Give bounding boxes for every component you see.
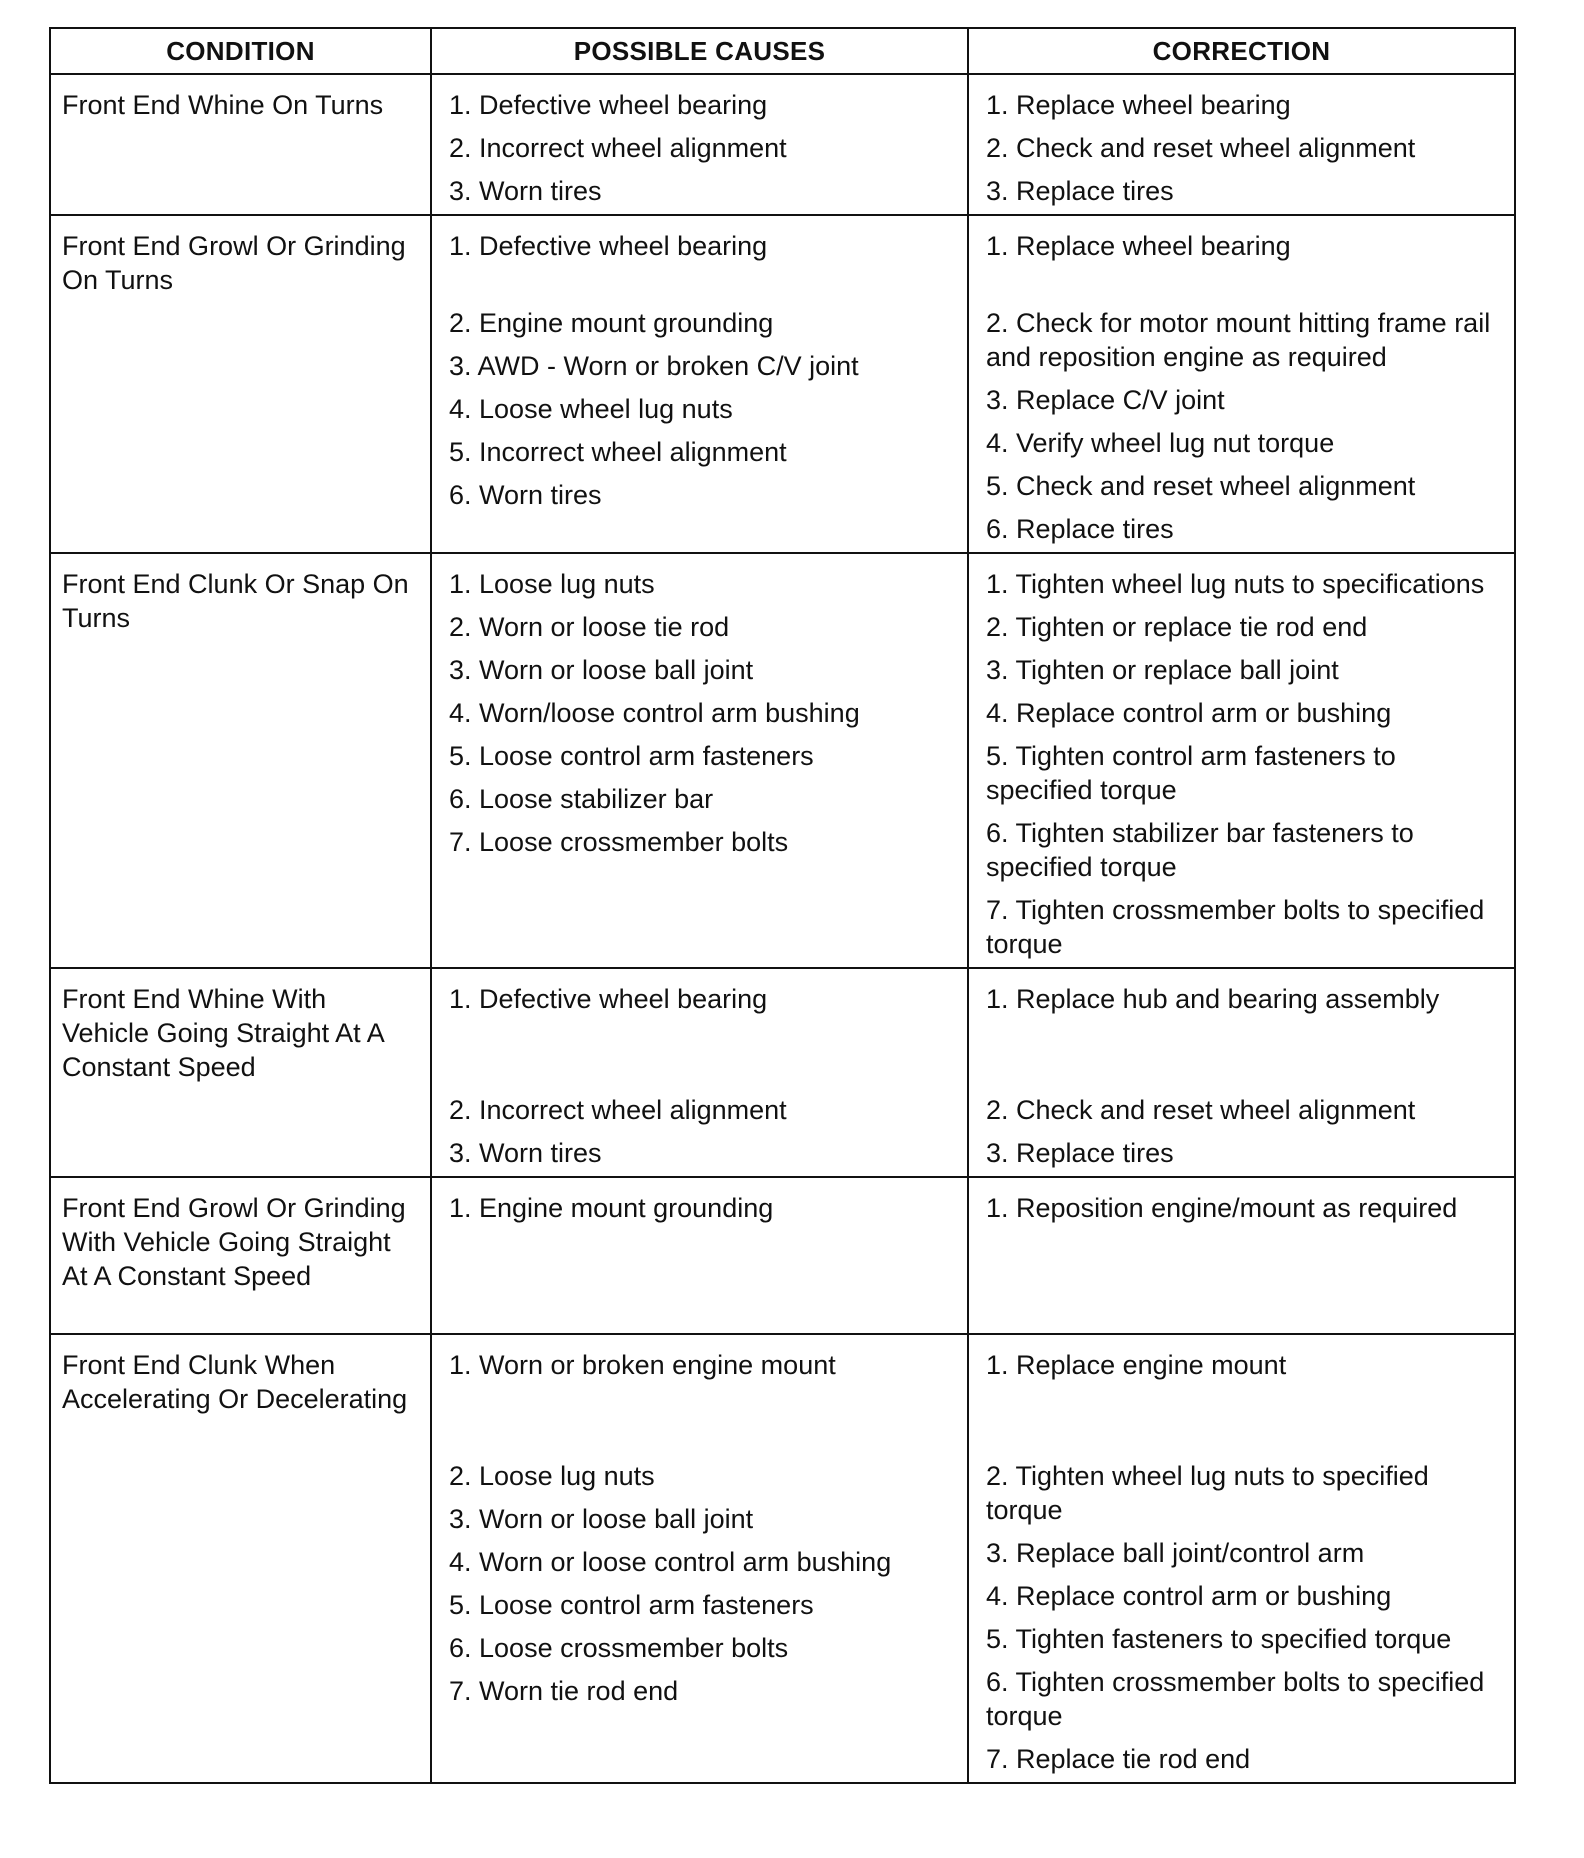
- cause-item: 3. Worn or loose ball joint: [449, 655, 754, 685]
- correction-item: 3. Tighten or replace ball joint: [986, 655, 1339, 685]
- table-row: [50, 215, 1515, 553]
- condition-text: Front End Clunk Or Snap On Turns: [62, 569, 409, 633]
- correction-item: 2. Check and reset wheel alignment: [986, 133, 1416, 163]
- condition-text: Front End Growl Or Grinding With Vehicle Going Straight At A Constant Speed: [62, 1193, 406, 1291]
- cause-item: 1. Defective wheel bearing: [449, 90, 768, 120]
- correction-item: 3. Replace ball joint/control arm: [986, 1538, 1365, 1568]
- correction-cell: [968, 74, 1515, 215]
- cause-item: 2. Worn or loose tie rod: [449, 612, 730, 642]
- correction-item: 1. Replace wheel bearing: [986, 90, 1291, 120]
- header-possible-causes: POSSIBLE CAUSES: [431, 28, 968, 74]
- correction-item: 7. Replace tie rod end: [986, 1744, 1251, 1774]
- cause-item: 5. Loose control arm fasteners: [449, 741, 814, 771]
- correction-cell: [968, 968, 1515, 1177]
- condition-text: Front End Clunk When Accelerating Or Decelerating: [62, 1350, 408, 1414]
- table-row: [50, 553, 1515, 968]
- table-row: [50, 1334, 1515, 1783]
- correction-item: 4. Replace control arm or bushing: [986, 1581, 1392, 1611]
- correction-item: 3. Replace tires: [986, 176, 1174, 206]
- correction-item: 5. Tighten fasteners to specified torque: [986, 1624, 1452, 1654]
- cause-item: 2. Incorrect wheel alignment: [449, 133, 787, 163]
- correction-item: 1. Replace engine mount: [986, 1350, 1287, 1380]
- correction-cell: [968, 553, 1515, 968]
- cause-item: 4. Worn/loose control arm bushing: [449, 698, 860, 728]
- condition-cell: [50, 553, 431, 968]
- possible-causes-cell: [431, 74, 968, 215]
- condition-text: Front End Whine With Vehicle Going Straight At A Constant Speed: [62, 984, 384, 1082]
- condition-text: Front End Growl Or Grinding On Turns: [62, 231, 406, 295]
- correction-item: 2. Tighten or replace tie rod end: [986, 612, 1368, 642]
- correction-item: 7. Tighten crossmember bolts to specified torque: [986, 895, 1485, 959]
- cause-item: 6. Loose stabilizer bar: [449, 784, 714, 814]
- table-row: [50, 968, 1515, 1177]
- cause-item: 1. Defective wheel bearing: [449, 231, 768, 261]
- correction-item: 5. Tighten control arm fasteners to specified torque: [986, 741, 1396, 805]
- condition-cell: [50, 1177, 431, 1334]
- table-header: [50, 28, 1515, 74]
- correction-item: 4. Verify wheel lug nut torque: [986, 428, 1335, 458]
- correction-item: 1. Tighten wheel lug nuts to specifications: [986, 569, 1485, 599]
- cause-item: 7. Worn tie rod end: [449, 1676, 679, 1706]
- cause-item: 1. Engine mount grounding: [449, 1193, 774, 1223]
- cause-item: 6. Loose crossmember bolts: [449, 1633, 789, 1663]
- possible-causes-cell: [431, 1334, 968, 1783]
- correction-item: 1. Replace hub and bearing assembly: [986, 984, 1440, 1014]
- cause-item: 4. Loose wheel lug nuts: [449, 394, 733, 424]
- cause-item: 1. Loose lug nuts: [449, 569, 655, 599]
- cause-item: 6. Worn tires: [449, 480, 602, 510]
- condition-cell: [50, 74, 431, 215]
- correction-cell: [968, 1177, 1515, 1334]
- correction-item: 2. Check and reset wheel alignment: [986, 1095, 1416, 1125]
- cause-item: 3. Worn or loose ball joint: [449, 1504, 754, 1534]
- condition-cell: [50, 968, 431, 1177]
- correction-item: 3. Replace C/V joint: [986, 385, 1225, 415]
- cause-item: 7. Loose crossmember bolts: [449, 827, 789, 857]
- diagnosis-table: [49, 27, 1516, 1784]
- correction-item: 2. Tighten wheel lug nuts to specified torque: [986, 1461, 1429, 1525]
- correction-item: 2. Check for motor mount hitting frame rail and reposition engine as required: [986, 308, 1491, 372]
- correction-item: 1. Reposition engine/mount as required: [986, 1193, 1458, 1223]
- condition-text: Front End Whine On Turns: [62, 90, 384, 120]
- cause-item: 1. Worn or broken engine mount: [449, 1350, 836, 1380]
- correction-item: 4. Replace control arm or bushing: [986, 698, 1392, 728]
- table-row: [50, 1177, 1515, 1334]
- cause-item: 5. Incorrect wheel alignment: [449, 437, 787, 467]
- correction-cell: [968, 1334, 1515, 1783]
- correction-item: 6. Replace tires: [986, 514, 1174, 544]
- cause-item: 4. Worn or loose control arm bushing: [449, 1547, 892, 1577]
- possible-causes-cell: [431, 968, 968, 1177]
- header-condition: CONDITION: [50, 28, 431, 74]
- condition-cell: [50, 1334, 431, 1783]
- header-row: [50, 28, 1515, 74]
- cause-item: 1. Defective wheel bearing: [449, 984, 768, 1014]
- condition-cell: [50, 215, 431, 553]
- table-row: [50, 74, 1515, 215]
- cause-item: 3. Worn tires: [449, 1138, 602, 1168]
- cause-item: 3. AWD - Worn or broken C/V joint: [449, 351, 859, 381]
- correction-item: 1. Replace wheel bearing: [986, 231, 1291, 261]
- cause-item: 2. Incorrect wheel alignment: [449, 1095, 787, 1125]
- cause-item: 2. Engine mount grounding: [449, 308, 774, 338]
- correction-item: 6. Tighten crossmember bolts to specified torque: [986, 1667, 1485, 1731]
- possible-causes-cell: [431, 553, 968, 968]
- cause-item: 5. Loose control arm fasteners: [449, 1590, 814, 1620]
- possible-causes-cell: [431, 215, 968, 553]
- correction-item: 5. Check and reset wheel alignment: [986, 471, 1416, 501]
- table-body: [50, 74, 1515, 1783]
- correction-item: 3. Replace tires: [986, 1138, 1174, 1168]
- cause-item: 2. Loose lug nuts: [449, 1461, 655, 1491]
- correction-cell: [968, 215, 1515, 553]
- header-correction: CORRECTION: [968, 28, 1515, 74]
- cause-item: 3. Worn tires: [449, 176, 602, 206]
- possible-causes-cell: [431, 1177, 968, 1334]
- correction-item: 6. Tighten stabilizer bar fasteners to specified torque: [986, 818, 1414, 882]
